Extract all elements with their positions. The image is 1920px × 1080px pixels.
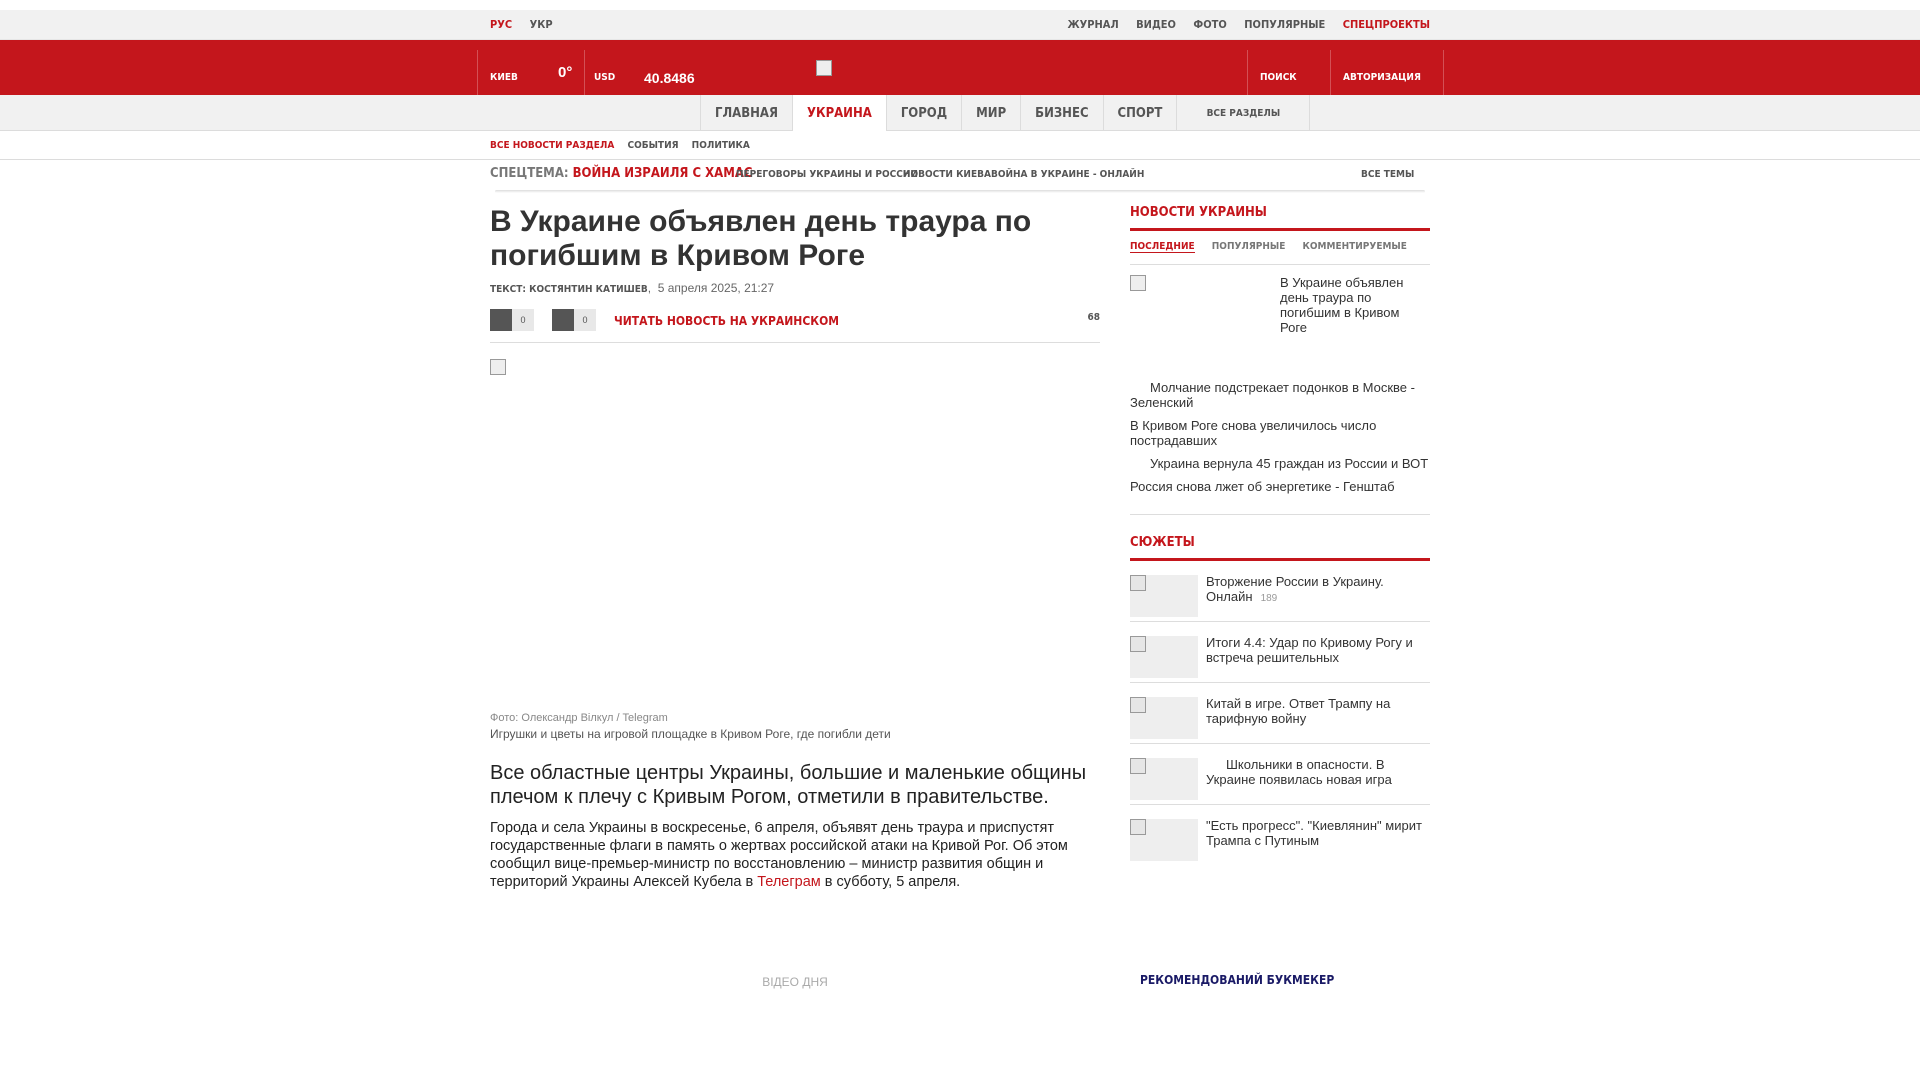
header-divider	[477, 50, 478, 95]
story-thumbnail[interactable]	[1130, 575, 1198, 617]
story-thumbnail[interactable]	[1130, 758, 1198, 800]
share-button-1[interactable]	[490, 309, 534, 331]
header-divider	[1247, 50, 1248, 95]
read-ukrainian-link[interactable]: ЧИТАТЬ НОВОСТЬ НА УКРАИНСКОМ	[614, 314, 840, 328]
share-button-2[interactable]	[552, 309, 596, 331]
header-divider	[584, 50, 585, 95]
top-link-video[interactable]: ВИДЕО	[1136, 18, 1176, 31]
share-count: 0	[574, 309, 596, 331]
nav-sport[interactable]: СПОРТ	[1103, 95, 1177, 131]
weather-temp: 0°	[558, 64, 573, 81]
telegram-link[interactable]: Телеграм	[757, 874, 821, 890]
article-meta: ТЕКСТ: КОСТЯНТИН КАТИШЕВ, 5 апреля 2025, 21:27	[490, 281, 775, 295]
tab-popular[interactable]: ПОПУЛЯРНЫЕ	[1211, 241, 1286, 252]
auth-link[interactable]: АВТОРИЗАЦИЯ	[1343, 72, 1421, 83]
nav-business[interactable]: БИЗНЕС	[1020, 95, 1102, 131]
news-block-title[interactable]: НОВОСТИ УКРАИНЫ	[1130, 205, 1430, 231]
story-title[interactable]: Школьники в опасности. В Украине появилась новая игра	[1206, 757, 1392, 787]
story-thumbnail[interactable]	[1130, 697, 1198, 739]
video-of-day-label: ВІДЕО ДНЯ	[762, 975, 828, 989]
article-title: В Украине объявлен день траура по погибшим в Кривом Роге	[490, 205, 1032, 272]
story-item[interactable]	[1130, 683, 1430, 744]
main-nav	[0, 95, 1920, 131]
lang-ru-link[interactable]: РУС	[490, 18, 513, 31]
nav-ukraine[interactable]: УКРАИНА	[792, 95, 886, 131]
weather-city: КИЕВ	[490, 72, 518, 83]
news-tabs	[1130, 241, 1430, 252]
top-news-item[interactable]	[1130, 275, 1430, 380]
lang-ua-link[interactable]: УКР	[529, 18, 553, 31]
article-body	[490, 819, 1100, 891]
article-lead: Все областные центры Украины, большие и маленькие общины плечом к плечу с Кривым Рогом, отметили в правительстве.	[490, 762, 1087, 808]
topics-divider	[495, 190, 1425, 193]
nav-world[interactable]: МИР	[961, 95, 1020, 131]
top-strip	[0, 10, 1920, 40]
tab-latest[interactable]: ПОСЛЕДНИЕ	[1130, 241, 1195, 252]
share-icon	[490, 309, 512, 331]
currency-rate: 40.8486	[644, 69, 695, 86]
news-item[interactable]: Украина вернула 45 граждан из России и ВОТ	[1150, 456, 1429, 471]
top-link-popular[interactable]: ПОПУЛЯРНЫЕ	[1244, 18, 1326, 31]
story-title[interactable]: "Есть прогресс". "Киевлянин" мирит Трампа с Путиным	[1206, 818, 1422, 848]
news-item[interactable]: В Кривом Роге снова увеличилось число пострадавших	[1130, 418, 1377, 448]
story-thumbnail[interactable]	[1130, 636, 1198, 678]
sidebar	[1130, 205, 1430, 866]
divider	[1130, 264, 1430, 265]
header-divider	[1443, 50, 1444, 95]
currency-label: USD	[594, 72, 616, 83]
top-news-title[interactable]: В Украине объявлен день траура по погибшим в Кривом Роге	[1280, 275, 1404, 335]
broken-image-icon	[1130, 575, 1146, 591]
broken-image-icon	[490, 359, 506, 375]
search-link[interactable]: ПОИСК	[1260, 72, 1297, 83]
subnav-events[interactable]: СОБЫТИЯ	[627, 140, 679, 151]
article	[490, 205, 1100, 989]
views-count: 68	[1087, 312, 1100, 323]
broken-image-icon	[1130, 697, 1146, 713]
story-count: 189	[1260, 593, 1278, 604]
special-topics-bar	[490, 160, 1430, 194]
top-link-journal[interactable]: ЖУРНАЛ	[1067, 18, 1119, 31]
story-title[interactable]: Итоги 4.4: Удар по Кривому Рогу и встреча решительных	[1206, 635, 1413, 665]
topic-link-negotiations[interactable]: ПЕРЕГОВОРЫ УКРАИНЫ И РОССИИ	[736, 169, 918, 180]
article-photo	[490, 359, 1100, 744]
article-date: 5 апреля 2025, 21:27	[657, 281, 775, 295]
topic-link-all[interactable]: ВСЕ ТЕМЫ	[1361, 169, 1415, 180]
story-thumbnail[interactable]	[1130, 819, 1198, 861]
bookmaker-heading: РЕКОМЕНДОВАНИЙ БУКМЕКЕР	[1140, 973, 1335, 987]
special-topic-label: СПЕЦТЕМА:	[490, 166, 569, 181]
tab-commented[interactable]: КОММЕНТИРУЕМЫЕ	[1302, 241, 1407, 252]
broken-image-icon	[1130, 275, 1146, 291]
top-links	[1054, 18, 1430, 31]
share-icon	[552, 309, 574, 331]
special-topic	[490, 166, 752, 181]
story-item[interactable]	[1130, 561, 1430, 622]
news-item[interactable]: Молчание подстрекает подонков в Москве - Зеленский	[1130, 380, 1415, 410]
share-count: 0	[512, 309, 534, 331]
topic-link-war-online[interactable]: ВОЙНА В УКРАИНЕ - ОНЛАЙН	[991, 169, 1145, 180]
article-body-text: в субботу, 5 апреля.	[820, 874, 961, 890]
language-switcher	[490, 18, 567, 31]
broken-image-icon	[1130, 758, 1146, 774]
site-logo[interactable]	[816, 60, 832, 76]
topic-link-kyiv-news[interactable]: НОВОСТИ КИЕВА	[903, 169, 991, 180]
divider	[1130, 514, 1430, 515]
nav-all-sections[interactable]: ВСЕ РАЗДЕЛЫ	[1176, 95, 1310, 131]
header-divider	[1330, 50, 1331, 95]
header-bar	[0, 40, 1920, 95]
nav-city[interactable]: ГОРОД	[886, 95, 961, 131]
photo-credit: Фото: Олександр Вілкул / Telegram	[490, 712, 668, 724]
stories-block-title[interactable]: СЮЖЕТЫ	[1130, 535, 1430, 561]
article-author[interactable]: ТЕКСТ: КОСТЯНТИН КАТИШЕВ	[490, 284, 648, 295]
story-title[interactable]: Китай в игре. Ответ Трампу на тарифную войну	[1206, 696, 1391, 726]
subnav-politics[interactable]: ПОЛИТИКА	[691, 140, 750, 151]
top-link-photo[interactable]: ФОТО	[1193, 18, 1227, 31]
story-title[interactable]: Вторжение России в Украину. Онлайн	[1206, 574, 1384, 604]
article-body-text: Города и села Украины в воскресенье, 6 апреля, объявят день траура и приспустят государственные флаги в память о жертвах российской атаки на Кривой Рог. Об этом сообщил вице-премьер-министр по восстановлению – министр развития общин и территорий Украины Алексей Кубела в	[490, 820, 1068, 890]
broken-image-icon	[1130, 819, 1146, 835]
story-item[interactable]	[1130, 744, 1430, 805]
news-item[interactable]: Россия снова лжет об энергетике - Генштаб	[1130, 479, 1395, 494]
article-actions	[490, 309, 1100, 343]
story-item[interactable]	[1130, 805, 1430, 866]
nav-main[interactable]: ГЛАВНАЯ	[700, 95, 792, 131]
photo-caption: Игрушки и цветы на игровой площадке в Кривом Роге, где погибли дети	[490, 727, 891, 741]
section-subnav	[0, 131, 1920, 160]
subnav-all-news[interactable]: ВСЕ НОВОСТИ РАЗДЕЛА	[490, 140, 615, 151]
special-topic-link[interactable]: ВОЙНА ИЗРАИЛЯ С ХАМАС	[572, 166, 753, 181]
broken-image-icon	[1130, 636, 1146, 652]
story-item[interactable]	[1130, 622, 1430, 683]
top-link-specprojects[interactable]: СПЕЦПРОЕКТЫ	[1342, 18, 1430, 31]
